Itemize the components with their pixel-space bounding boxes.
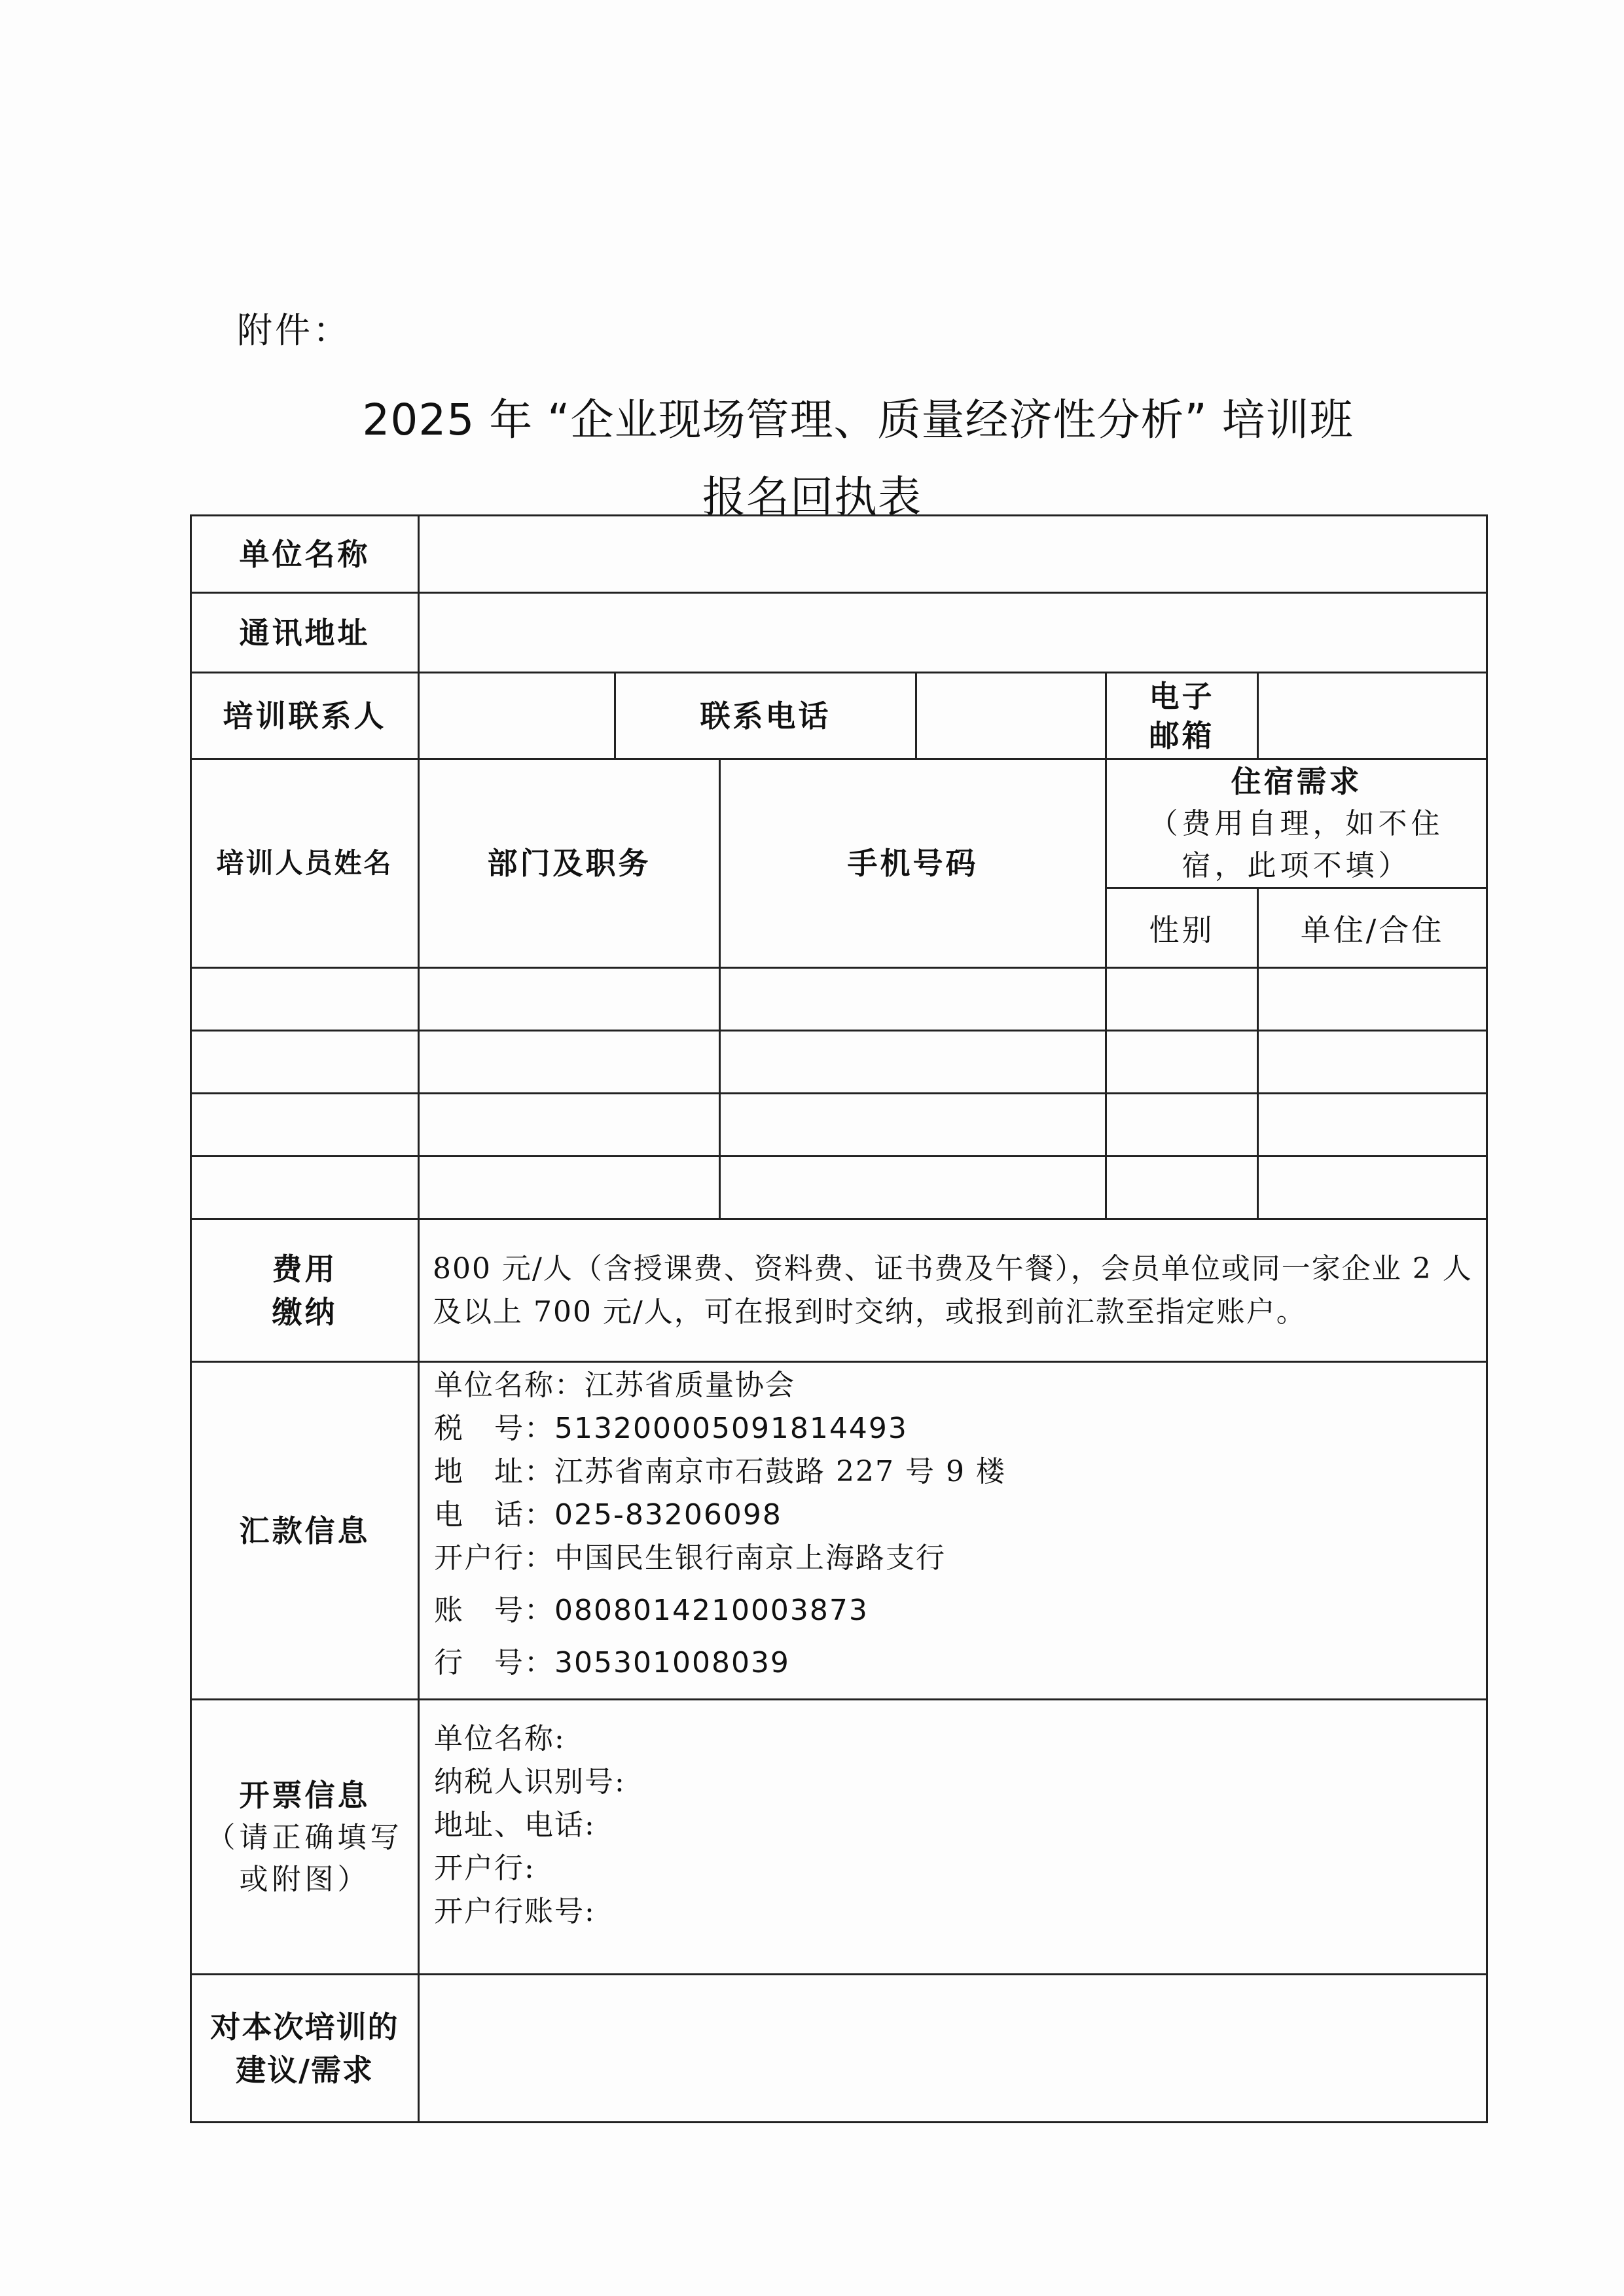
attachment-label: 附件： bbox=[237, 310, 351, 351]
email-label-line2: 邮箱 bbox=[1149, 717, 1215, 753]
phone-field[interactable] bbox=[916, 673, 1106, 759]
fee-label-line2: 缴纳 bbox=[272, 1294, 338, 1330]
remit-line: 行 号：305301008039 bbox=[434, 1646, 790, 1679]
trainee-row bbox=[191, 1031, 1487, 1094]
gender-label: 性别 bbox=[1106, 888, 1258, 968]
form-subtitle: 报名回执表 bbox=[702, 472, 922, 522]
address-label: 通讯地址 bbox=[191, 593, 419, 673]
lodging-header bbox=[1106, 759, 1487, 888]
row-suggestion bbox=[191, 1975, 1487, 2123]
trainee-dept-cell[interactable] bbox=[419, 1031, 720, 1094]
room-label: 单住/合住 bbox=[1258, 888, 1487, 968]
trainee-mobile-cell[interactable] bbox=[720, 1157, 1106, 1219]
trainee-dept-cell[interactable] bbox=[419, 1157, 720, 1219]
remit-line: 电 话：025-83206098 bbox=[434, 1498, 782, 1532]
trainee-mobile-cell[interactable] bbox=[720, 1094, 1106, 1157]
form-title: 2025 年 “企业现场管理、质量经济性分析” 培训班 bbox=[362, 395, 1354, 445]
fee-text: 800 元/人（含授课费、资料费、证书费及午餐），会员单位或同一家企业 2 人及以上 700 元/人，可在报到时交纳，或报到前汇款至指定账户。 bbox=[419, 1219, 1487, 1362]
remit-info bbox=[419, 1362, 1487, 1700]
trainee-mobile-cell[interactable] bbox=[720, 968, 1106, 1031]
remit-line: 税 号：513200005091814493 bbox=[434, 1412, 908, 1445]
contact-label: 培训联系人 bbox=[191, 673, 419, 759]
row-address bbox=[191, 593, 1487, 673]
trainee-name-label: 培训人员姓名 bbox=[191, 759, 419, 968]
trainee-dept-cell[interactable] bbox=[419, 968, 720, 1031]
unit-name-field[interactable] bbox=[419, 516, 1487, 593]
trainee-gender-cell[interactable] bbox=[1106, 968, 1258, 1031]
email-label-line1: 电子 bbox=[1149, 678, 1215, 714]
invoice-field-line: 开户行: bbox=[434, 1852, 535, 1885]
trainee-name-cell[interactable] bbox=[191, 1094, 419, 1157]
email-field[interactable] bbox=[1258, 673, 1487, 759]
contact-field[interactable] bbox=[419, 673, 615, 759]
trainee-gender-cell[interactable] bbox=[1106, 1157, 1258, 1219]
registration-form-table bbox=[190, 514, 1488, 2123]
address-field[interactable] bbox=[419, 593, 1487, 673]
remit-label: 汇款信息 bbox=[191, 1362, 419, 1700]
trainee-room-cell[interactable] bbox=[1258, 1031, 1487, 1094]
row-remit bbox=[191, 1362, 1487, 1700]
fee-label bbox=[191, 1219, 419, 1362]
invoice-fields[interactable] bbox=[419, 1700, 1487, 1975]
invoice-field-line: 地址、电话: bbox=[434, 1808, 596, 1842]
trainee-mobile-cell[interactable] bbox=[720, 1031, 1106, 1094]
row-trainee-header bbox=[191, 759, 1487, 888]
phone-label: 联系电话 bbox=[615, 673, 916, 759]
row-unit-name bbox=[191, 516, 1487, 593]
remit-line: 地 址：江苏省南京市石鼓路 227 号 9 楼 bbox=[434, 1455, 1006, 1488]
trainee-name-cell[interactable] bbox=[191, 1157, 419, 1219]
fee-label-line1: 费用 bbox=[272, 1251, 338, 1287]
invoice-field-line: 单位名称: bbox=[434, 1722, 566, 1755]
suggestion-label-line1: 对本次培训的 bbox=[210, 2009, 399, 2045]
remit-line: 开户行：中国民生银行南京上海路支行 bbox=[434, 1541, 946, 1575]
remit-line: 账 号：0808014210003873 bbox=[434, 1594, 869, 1627]
trainee-dept-cell[interactable] bbox=[419, 1094, 720, 1157]
trainee-room-cell[interactable] bbox=[1258, 968, 1487, 1031]
unit-name-label: 单位名称 bbox=[191, 516, 419, 593]
trainee-row bbox=[191, 1157, 1487, 1219]
invoice-label-cell bbox=[191, 1700, 419, 1975]
suggestion-field[interactable] bbox=[419, 1975, 1487, 2123]
invoice-field-line: 纳税人识别号: bbox=[434, 1765, 626, 1799]
invoice-note: （请正确填写或附图） bbox=[206, 1820, 403, 1896]
row-invoice bbox=[191, 1700, 1487, 1975]
trainee-gender-cell[interactable] bbox=[1106, 1094, 1258, 1157]
email-label bbox=[1106, 673, 1258, 759]
remit-line: 单位名称：江苏省质量协会 bbox=[434, 1369, 795, 1402]
trainee-name-cell[interactable] bbox=[191, 1031, 419, 1094]
invoice-field-line: 开户行账号: bbox=[434, 1895, 596, 1928]
row-fee bbox=[191, 1219, 1487, 1362]
lodging-note: （费用自理，如不住宿，此项不填） bbox=[1149, 807, 1444, 882]
trainee-name-cell[interactable] bbox=[191, 968, 419, 1031]
lodging-label: 住宿需求 bbox=[1231, 764, 1362, 799]
row-contact bbox=[191, 673, 1487, 759]
mobile-label: 手机号码 bbox=[720, 759, 1106, 968]
dept-label: 部门及职务 bbox=[419, 759, 720, 968]
trainee-gender-cell[interactable] bbox=[1106, 1031, 1258, 1094]
suggestion-label-line2: 建议/需求 bbox=[236, 2052, 374, 2088]
suggestion-label bbox=[191, 1975, 419, 2123]
trainee-row bbox=[191, 1094, 1487, 1157]
invoice-label: 开票信息 bbox=[239, 1777, 370, 1813]
trainee-row bbox=[191, 968, 1487, 1031]
trainee-room-cell[interactable] bbox=[1258, 1094, 1487, 1157]
trainee-room-cell[interactable] bbox=[1258, 1157, 1487, 1219]
